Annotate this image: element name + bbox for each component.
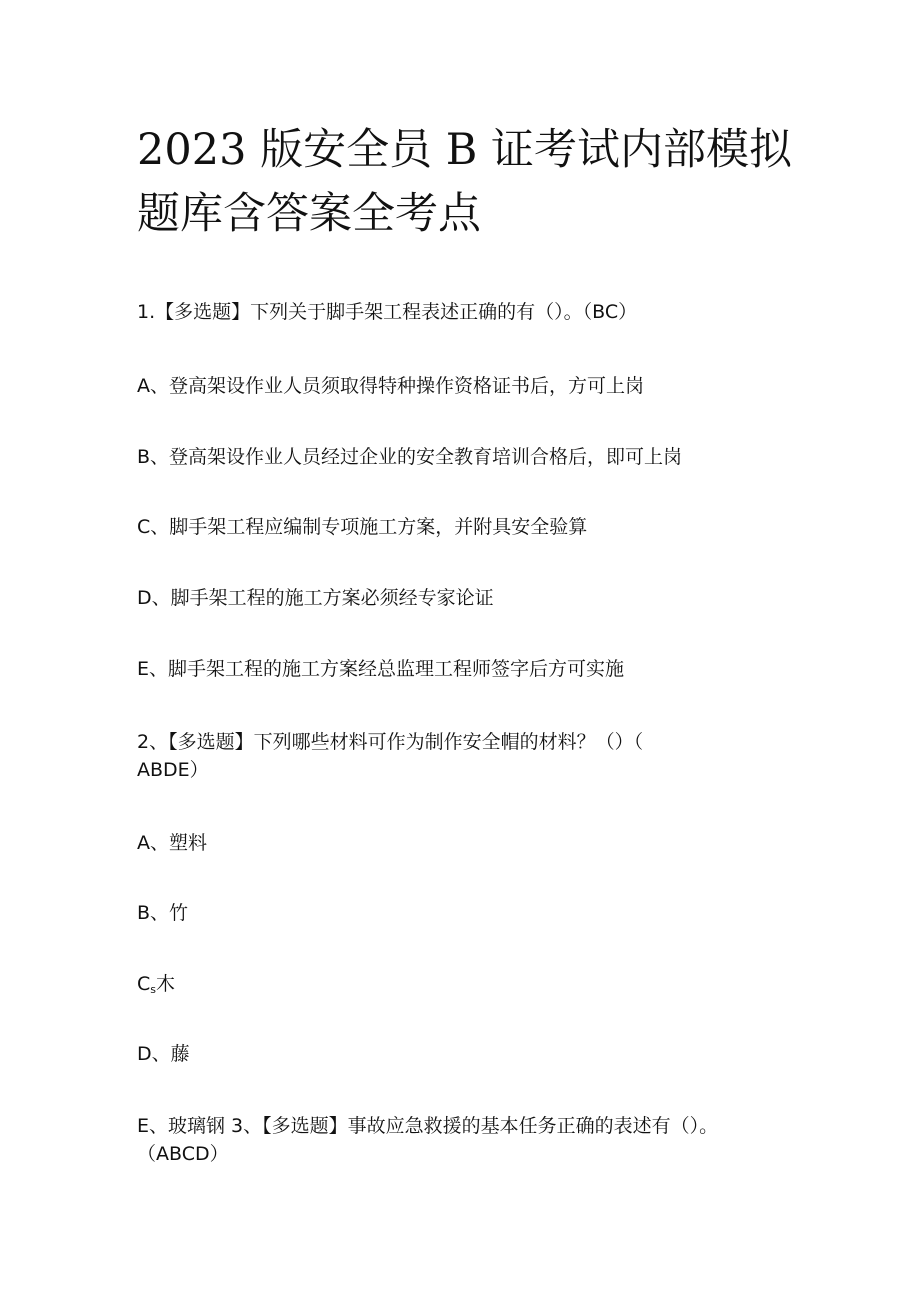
option-c-letter: C	[137, 973, 151, 995]
question-2-option-c	[137, 970, 787, 1004]
page-title	[137, 118, 793, 246]
question-1-option-d: D、脚手架工程的施工方案必须经专家论证	[137, 587, 494, 609]
question-2-option-e-and-question-3: E、玻璃钢 3、【多选题】事故应急救援的基本任务正确的表述有（）。	[137, 1115, 719, 1137]
question-2-option-d: D、藤	[137, 1043, 190, 1065]
question-2-text: 2、【多选题】下列哪些材料可作为制作安全帽的材料？（）（	[137, 731, 644, 753]
question-1-option-b: B、登高架设作业人员经过企业的安全教育培训合格后，即可上岗	[137, 446, 683, 468]
question-1-option-a: A、登高架设作业人员须取得特种操作资格证书后，方可上岗	[137, 375, 644, 397]
question-1-option-c: C、脚手架工程应编制专项施工方案，并附具安全验算	[137, 516, 588, 538]
question-2-answer: ABDE）	[137, 759, 209, 781]
question-2-option-a: A、塑料	[137, 832, 207, 854]
title-line-1: 2023 版安全员 B 证考试内部模拟	[137, 125, 793, 175]
title-line-2: 题库含答案全考点	[137, 189, 481, 239]
option-c-subscript: s	[150, 983, 157, 996]
question-2-option-b: B、竹	[137, 902, 189, 924]
question-1-option-e: E、脚手架工程的施工方案经总监理工程师签字后方可实施	[137, 658, 625, 680]
option-c-text: 木	[156, 973, 176, 995]
question-3-answer: （ABCD）	[137, 1143, 229, 1165]
question-1-text: 1.【多选题】下列关于脚手架工程表述正确的有（）。（BC）	[137, 301, 638, 323]
